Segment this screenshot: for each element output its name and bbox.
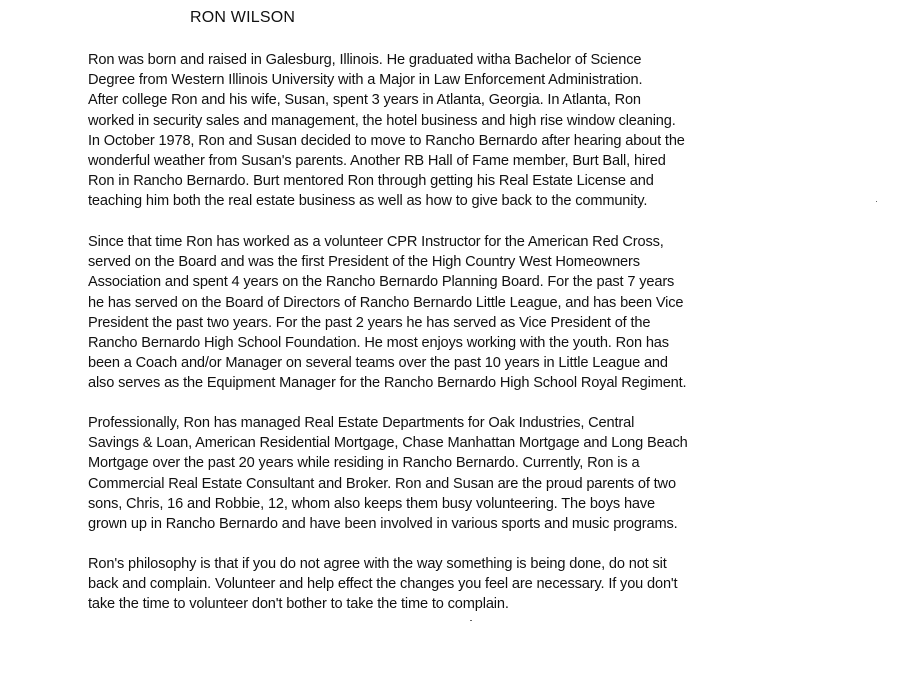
text-line: Savings & Loan, American Residential Mortgage, Chase Manhattan Mortgage and Long Beach	[88, 435, 688, 452]
text-line: Mortgage over the past 20 years while residing in Rancho Bernardo. Currently, Ron is a	[88, 455, 640, 472]
text-line: In October 1978, Ron and Susan decided to move to Rancho Bernardo after hearing about the	[88, 132, 685, 149]
text-line: he has served on the Board of Directors of Rancho Bernardo Little League, and has been Vice	[88, 294, 684, 311]
document-title: RON WILSON	[190, 9, 296, 26]
paragraph-volunteer-work	[88, 232, 686, 394]
text-line: President the past two years. For the past 2 years he has served as Vice President of the	[88, 314, 651, 331]
paragraph-professional	[88, 413, 688, 534]
text-line: Since that time Ron has worked as a volunteer CPR Instructor for the American Red Cross,	[88, 234, 664, 250]
text-line: take the time to volunteer don't bother to take the time to complain.	[88, 596, 509, 613]
text-line: been a Coach and/or Manager on several teams over the past 10 years in Little League and	[88, 355, 668, 372]
text-line: worked in security sales and management, the hotel business and high rise window cleaning.	[88, 112, 676, 129]
text-line: teaching him both the real estate business as well as how to give back to the community.	[88, 193, 648, 210]
text-line: grown up in Rancho Bernardo and have been involved in various sports and music programs.	[88, 516, 678, 533]
scan-speck	[470, 620, 472, 621]
text-line: Ron was born and raised in Galesburg, Illinois. He graduated witha Bachelor of Science	[88, 52, 642, 68]
text-line: Rancho Bernardo High School Foundation. He most enjoys working with the youth. Ron has	[88, 335, 669, 352]
text-line: wonderful weather from Susan's parents. Another RB Hall of Fame member, Burt Ball, hired	[88, 153, 666, 170]
text-line: Ron in Rancho Bernardo. Burt mentored Ron through getting his Real Estate License and	[88, 173, 654, 190]
text-line: Commercial Real Estate Consultant and Broker. Ron and Susan are the proud parents of two	[88, 475, 676, 492]
text-line: Association and spent 4 years on the Rancho Bernardo Planning Board. For the past 7 years	[88, 274, 675, 291]
text-line: back and complain. Volunteer and help effect the changes you feel are necessary. If you don't	[88, 576, 678, 593]
text-line: served on the Board and was the first President of the High Country West Homeowners	[88, 254, 640, 271]
text-line: also serves as the Equipment Manager for the Rancho Bernardo High School Royal Regiment.	[88, 375, 687, 392]
text-line: Professionally, Ron has managed Real Estate Departments for Oak Industries, Central	[88, 415, 635, 431]
text-line: Degree from Western Illinois University with a Major in Law Enforcement Administration.	[88, 72, 643, 89]
text-line: Ron's philosophy is that if you do not agree with the way something is being done, do not sit	[88, 556, 667, 572]
scan-speck	[876, 201, 877, 202]
text-line: After college Ron and his wife, Susan, spent 3 years in Atlanta, Georgia. In Atlanta, Ron	[88, 92, 641, 109]
paragraph-early-life	[88, 50, 685, 212]
text-line: sons, Chris, 16 and Robbie, 12, whom also keeps them busy volunteering. The boys have	[88, 495, 656, 512]
paragraph-philosophy	[88, 554, 677, 615]
